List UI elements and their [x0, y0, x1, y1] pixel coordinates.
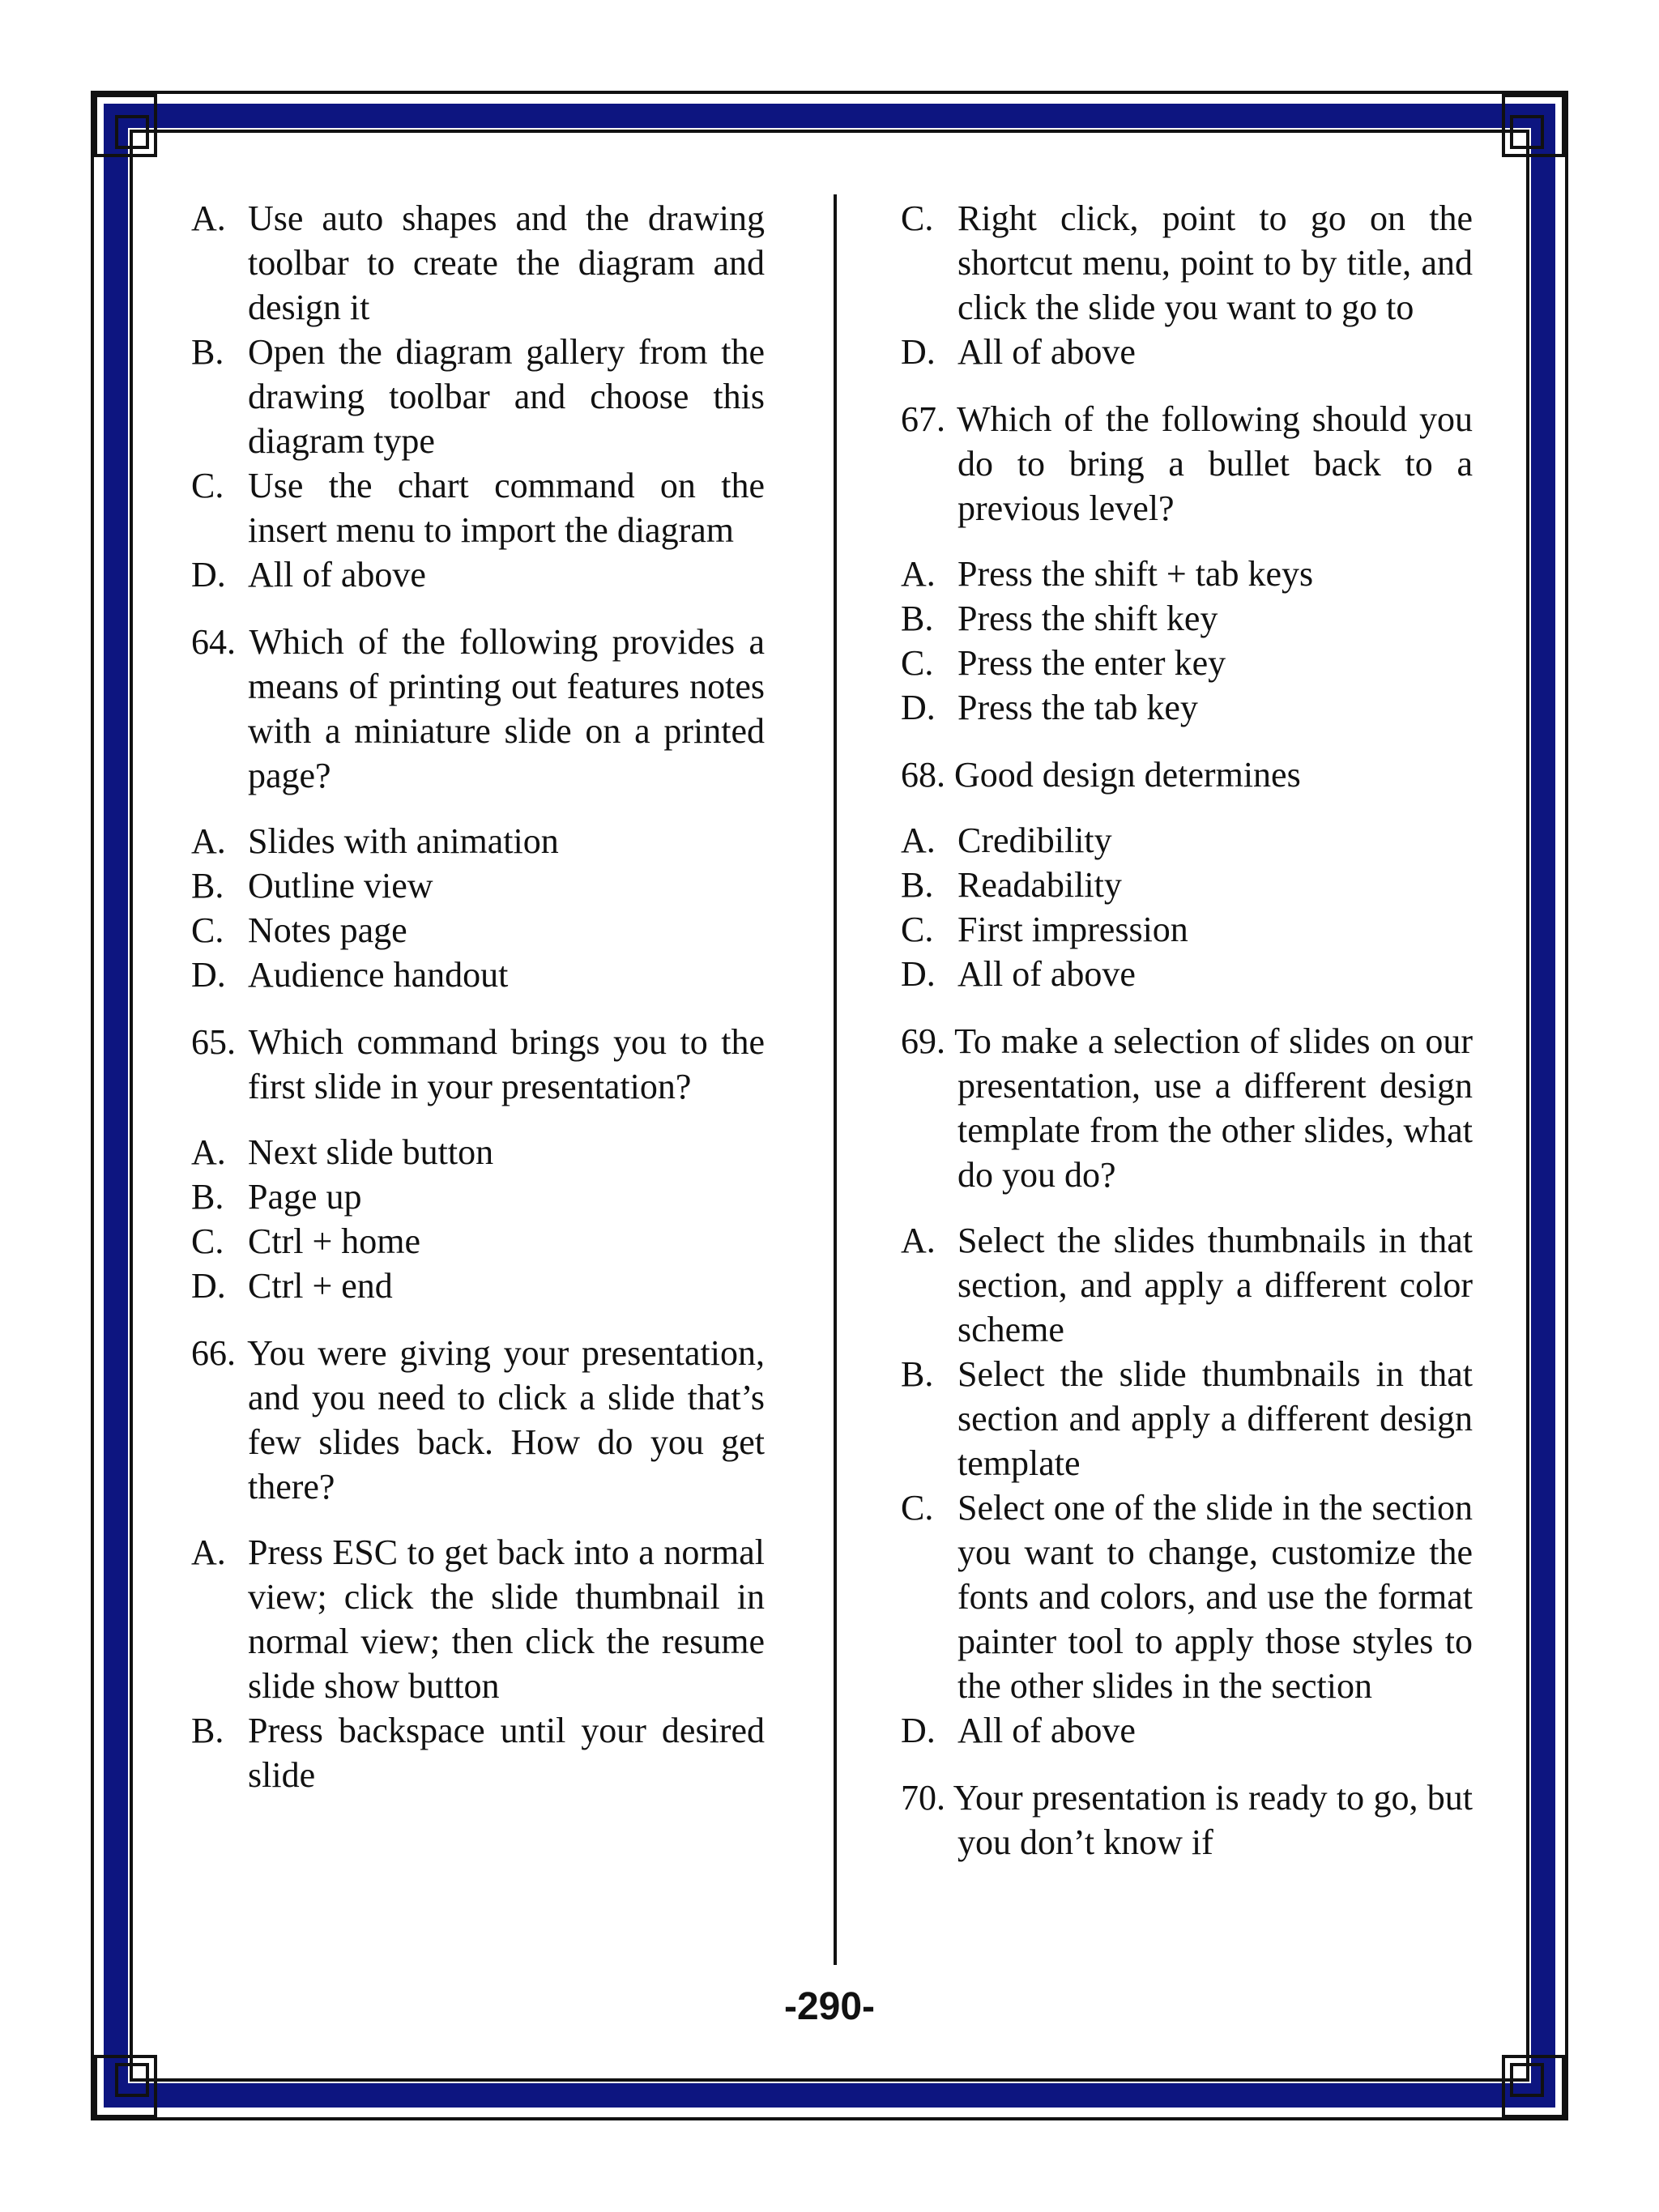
answer-option: [191, 330, 765, 463]
answer-option: [901, 552, 1473, 596]
option-letter: C.: [191, 466, 224, 505]
option-text: Press the shift key: [957, 599, 1218, 638]
option-letter: C.: [191, 1221, 224, 1261]
answer-option: [191, 1174, 765, 1219]
option-text: Credibility: [957, 820, 1112, 860]
answer-option: [191, 1708, 765, 1797]
answer-option: [191, 463, 765, 552]
answer-option: [191, 1130, 765, 1174]
corner-ornament-bottom-right: [1502, 2055, 1565, 2118]
question-text: 66. You were giving your presentation, and you need to click a slide that’s few slides back. How do you get there?: [191, 1333, 765, 1507]
option-text: Open the diagram gallery from the drawing toolbar and choose this diagram type: [248, 332, 765, 461]
answer-option: [901, 641, 1473, 685]
option-text: Press the shift + tab keys: [957, 554, 1314, 594]
option-letter: A.: [901, 820, 936, 860]
option-letter: D.: [191, 955, 226, 995]
option-letter: C.: [901, 643, 934, 683]
option-text: Use auto shapes and the drawing toolbar to create the diagram and design it: [248, 198, 765, 327]
right-column: [901, 196, 1473, 1886]
option-letter: B.: [901, 865, 934, 905]
option-letter: B.: [191, 866, 224, 906]
option-letter: C.: [901, 910, 934, 949]
option-text: Right click, point to go on the shortcut menu, point to by title, and click the slide you want to go to: [957, 198, 1473, 327]
answer-option: [901, 1352, 1473, 1485]
option-text: Use the chart command on the insert menu to import the diagram: [248, 466, 765, 550]
option-letter: D.: [901, 954, 936, 994]
option-text: Readability: [957, 865, 1122, 905]
option-letter: B.: [191, 1177, 224, 1217]
option-letter: B.: [191, 1711, 224, 1750]
option-text: Notes page: [248, 910, 407, 950]
option-letter: A.: [191, 821, 226, 861]
answer-option: [901, 596, 1473, 641]
answer-option: [901, 330, 1473, 374]
answer-option: [191, 1530, 765, 1708]
option-letter: D.: [901, 1711, 936, 1750]
answer-option: [191, 1219, 765, 1264]
question-text: 64. Which of the following provides a means of printing out features notes with a miniature slide on a printed page?: [191, 622, 765, 795]
page-number: -290-: [783, 1985, 876, 2028]
option-letter: A.: [901, 554, 936, 594]
option-letter: D.: [191, 555, 226, 595]
answer-option: [191, 819, 765, 863]
question-text: 68. Good design determines: [901, 755, 1301, 795]
answer-option: [901, 1485, 1473, 1708]
option-letter: C.: [191, 910, 224, 950]
option-text: All of above: [957, 1711, 1136, 1750]
option-text: Ctrl + home: [248, 1221, 421, 1261]
option-text: All of above: [248, 555, 426, 595]
corner-ornament-bottom-left: [94, 2055, 157, 2118]
option-letter: A.: [191, 1532, 226, 1572]
option-text: Press ESC to get back into a normal view; click the slide thumbnail in normal view; then click the resume slide show button: [248, 1532, 765, 1706]
option-letter: B.: [191, 332, 224, 372]
question-text: 65. Which command brings you to the first slide in your presentation?: [191, 1022, 765, 1106]
option-letter: D.: [901, 688, 936, 727]
option-text: Outline view: [248, 866, 433, 906]
left-column: [191, 196, 765, 1797]
answer-option: [191, 1264, 765, 1308]
question-text: 69. To make a selection of slides on our presentation, use a different design template from the other slides, what do you do?: [901, 1021, 1473, 1195]
option-letter: D.: [191, 1266, 226, 1306]
option-text: Page up: [248, 1177, 362, 1217]
answer-option: [901, 685, 1473, 730]
option-text: Press backspace until your desired slide: [248, 1711, 765, 1795]
option-text: Select the slide thumbnails in that section and apply a different design template: [957, 1354, 1473, 1483]
option-text: All of above: [957, 954, 1136, 994]
option-text: Select one of the slide in the section you want to change, customize the fonts and colors, and use the format painter tool to apply those styles to the other slides in the section: [957, 1488, 1473, 1706]
option-text: Press the enter key: [957, 643, 1226, 683]
corner-ornament-top-right: [1502, 94, 1565, 157]
option-letter: A.: [191, 1132, 226, 1172]
corner-ornament-top-left: [94, 94, 157, 157]
question-text: 70. Your presentation is ready to go, but you don’t know if: [901, 1778, 1473, 1862]
option-letter: C.: [901, 198, 934, 238]
option-text: First impression: [957, 910, 1188, 949]
option-letter: B.: [901, 599, 934, 638]
option-letter: B.: [901, 1354, 934, 1394]
option-text: Next slide button: [248, 1132, 494, 1172]
option-letter: A.: [191, 198, 226, 238]
column-divider: [834, 194, 837, 1965]
option-text: Audience handout: [248, 955, 509, 995]
answer-option: [191, 953, 765, 997]
question-text: 67. Which of the following should you do to bring a bullet back to a previous level?: [901, 399, 1473, 528]
answer-option: [191, 196, 765, 330]
answer-option: [191, 552, 765, 597]
answer-option: [191, 863, 765, 908]
option-text: Press the tab key: [957, 688, 1198, 727]
answer-option: [901, 952, 1473, 996]
answer-option: [901, 1218, 1473, 1352]
answer-option: [901, 907, 1473, 952]
answer-option: [901, 1708, 1473, 1753]
option-letter: D.: [901, 332, 936, 372]
option-text: Ctrl + end: [248, 1266, 393, 1306]
option-letter: A.: [901, 1221, 936, 1260]
answer-option: [901, 196, 1473, 330]
option-text: Select the slides thumbnails in that section, and apply a different color scheme: [957, 1221, 1473, 1349]
option-text: Slides with animation: [248, 821, 559, 861]
answer-option: [901, 818, 1473, 863]
answer-option: [901, 863, 1473, 907]
option-letter: C.: [901, 1488, 934, 1528]
option-text: All of above: [957, 332, 1136, 372]
answer-option: [191, 908, 765, 953]
